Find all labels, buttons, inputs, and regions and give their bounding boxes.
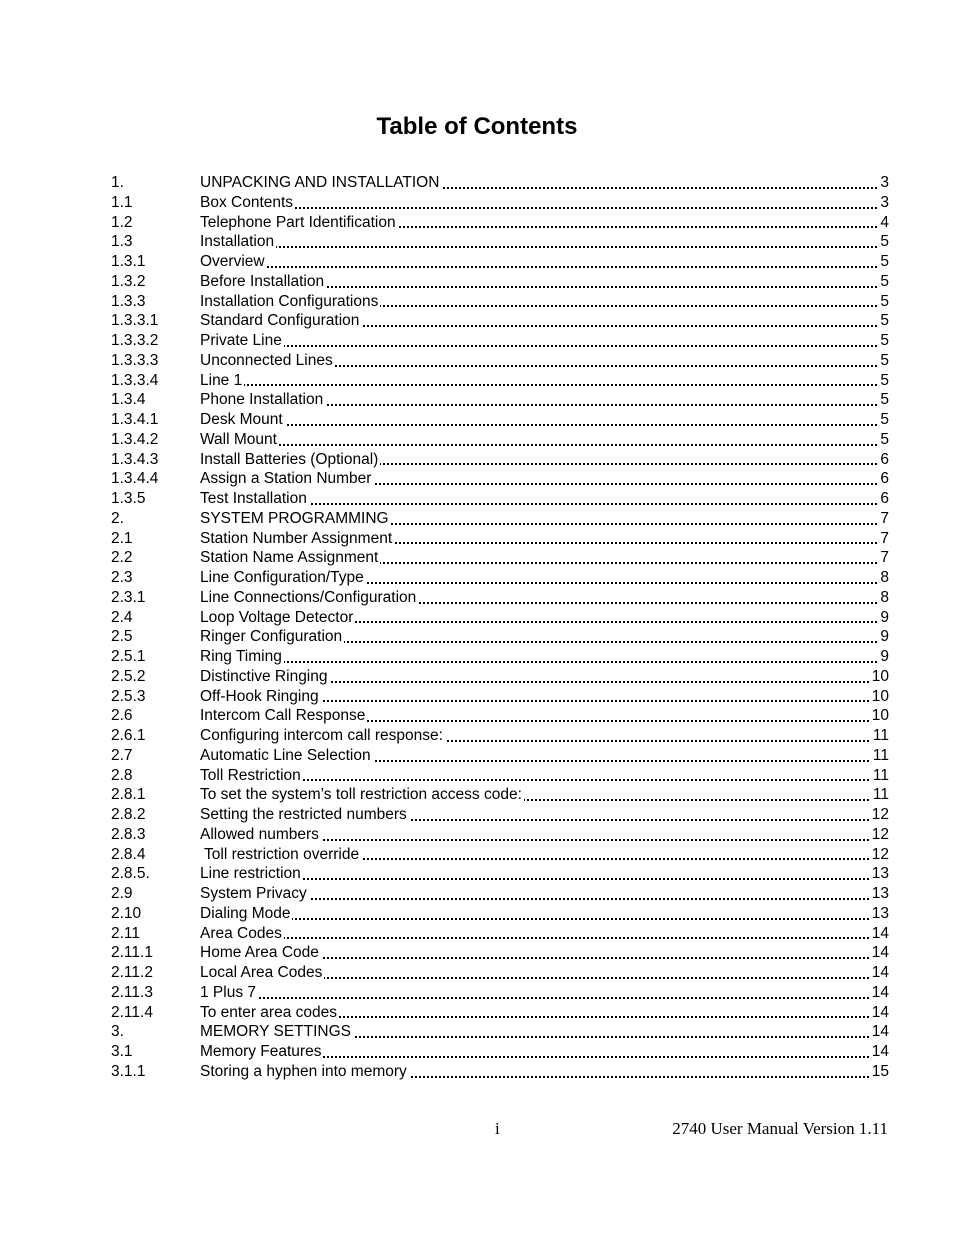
toc-entry[interactable] [111, 687, 889, 707]
toc-section-title: To enter area codes [200, 1003, 338, 1021]
toc-section-title: Allowed numbers [200, 825, 319, 843]
toc-entry-line [200, 292, 889, 312]
toc-section-number: 2.10 [111, 904, 142, 922]
toc-entry[interactable] [111, 647, 889, 667]
toc-entry-line [200, 213, 889, 233]
toc-entry[interactable] [111, 864, 889, 884]
toc-section-number: 2.8.4 [111, 845, 146, 863]
toc-dot-leader [200, 937, 889, 939]
toc-entry-line [200, 864, 889, 884]
toc-section-number: 2.7 [111, 746, 133, 764]
toc-section-title: Ringer Configuration [200, 628, 343, 646]
toc-entry[interactable] [111, 489, 889, 509]
toc-page-number: 14 [869, 924, 889, 944]
toc-entry-line [200, 983, 889, 1003]
toc-section-title: Intercom Call Response [200, 707, 366, 725]
toc-section-title: Wall Mount [200, 430, 277, 448]
toc-section-title: Station Number Assignment [200, 529, 393, 547]
toc-dot-leader [200, 345, 889, 347]
toc-page-number: 9 [877, 627, 889, 647]
toc-page-number: 14 [869, 1042, 889, 1062]
toc-entry-line [200, 845, 889, 865]
toc-section-title: Station Name Assignment [200, 549, 379, 567]
toc-entry-line [200, 272, 889, 292]
toc-entry-line [200, 509, 889, 529]
toc-section-title: Test Installation [200, 490, 307, 507]
toc-section-number: 2.5.3 [111, 687, 146, 705]
toc-page-number: 11 [870, 785, 889, 805]
toc-entry[interactable] [111, 805, 889, 825]
toc-section-title: Storing a hyphen into memory [200, 1062, 407, 1080]
toc-entry-line [200, 371, 889, 391]
toc-entry-line [200, 785, 889, 805]
toc-page-number: 13 [869, 904, 889, 924]
toc-section-number: 2.5.1 [111, 648, 146, 665]
toc-dot-leader [200, 878, 889, 880]
toc-section-title: Local Area Codes [200, 964, 323, 981]
toc-section-number: 2.3.1 [111, 588, 146, 606]
toc-entry-line [200, 1003, 889, 1023]
toc-section-number: 2.5.2 [111, 667, 146, 685]
toc-page-number: 6 [877, 450, 889, 470]
toc-page-number: 11 [870, 726, 889, 746]
toc-section-number: 2.8.2 [111, 806, 146, 823]
toc-entry-line [200, 726, 889, 746]
toc-page-number: 15 [869, 1062, 889, 1082]
toc-entry[interactable] [111, 845, 889, 865]
toc-section-number: 1. [111, 174, 124, 191]
toc-page-number: 5 [877, 331, 889, 351]
toc-section-number: 1.3.3 [111, 292, 146, 310]
toc-page-number: 10 [869, 667, 889, 687]
toc-section-number: 2.5 [111, 628, 133, 646]
toc-entry[interactable] [111, 785, 889, 805]
toc-entry[interactable] [111, 450, 889, 470]
toc-entry-line [200, 489, 889, 509]
toc-section-number: 1.3.5 [111, 490, 146, 507]
toc-section-title: Line restriction [200, 865, 301, 883]
toc-section-number: 2.2 [111, 549, 133, 567]
toc-page-number: 11 [870, 746, 889, 766]
toc-section-number: 1.3.4.2 [111, 430, 159, 448]
toc-entry-line [200, 943, 889, 963]
toc-entry[interactable] [111, 963, 889, 983]
toc-dot-leader [200, 266, 889, 268]
toc-section-title: Box Contents [200, 193, 294, 211]
toc-entry-line [200, 311, 889, 331]
toc-entry-line [200, 687, 889, 707]
toc-entry[interactable] [111, 568, 889, 588]
toc-section-number: 1.1 [111, 193, 133, 211]
toc-section-number: 1.3.4 [111, 391, 146, 409]
toc-entry[interactable] [111, 1042, 889, 1062]
toc-page-number: 5 [877, 311, 889, 331]
toc-entry[interactable] [111, 588, 889, 608]
toc-entry[interactable] [111, 351, 889, 371]
toc-section-title: Phone Installation [200, 391, 324, 409]
toc-entry-line [200, 1042, 889, 1062]
toc-page-number: 5 [877, 410, 889, 430]
toc-section-number: 2.11 [111, 924, 141, 942]
toc-dot-leader [200, 246, 889, 248]
toc-section-number: 2.8.5. [111, 865, 150, 883]
toc-entry[interactable] [111, 667, 889, 687]
toc-section-title: Install Batteries (Optional) [200, 450, 379, 468]
toc-section-number: 2.11.2 [111, 964, 153, 981]
toc-page-number: 3 [877, 193, 889, 213]
toc-section-title: Line 1 [200, 371, 243, 389]
toc-entry[interactable] [111, 371, 889, 391]
toc-page-number: 12 [869, 825, 889, 845]
toc-entry[interactable] [111, 509, 889, 529]
toc-section-title: Distinctive Ringing [200, 667, 328, 685]
toc-entry-line [200, 173, 889, 193]
toc-entry-line [200, 924, 889, 944]
toc-entry-line [200, 588, 889, 608]
toc-page-number: 13 [869, 864, 889, 884]
toc-entry-line [200, 548, 889, 568]
toc-entry-line [200, 627, 889, 647]
toc-section-number: 3. [111, 1023, 124, 1041]
toc-page-number: 13 [869, 884, 889, 904]
toc-page-number: 12 [869, 805, 889, 825]
toc-entry[interactable] [111, 943, 889, 963]
toc-page-number: 7 [877, 529, 889, 549]
toc-page-number: 14 [869, 1003, 889, 1023]
toc-entry[interactable] [111, 272, 889, 292]
toc-section-number: 2.6 [111, 707, 133, 725]
toc-section-title: System Privacy [200, 885, 307, 902]
toc-dot-leader [200, 207, 889, 209]
toc-section-title: Line Connections/Configuration [200, 588, 417, 606]
toc-section-title: Assign a Station Number [200, 470, 372, 488]
toc-entry[interactable] [111, 213, 889, 233]
toc-section-title: Unconnected Lines [200, 351, 333, 369]
toc-section-number: 2.9 [111, 885, 133, 902]
toc-entry-line [200, 904, 889, 924]
toc-page-number: 7 [877, 548, 889, 568]
toc-entry[interactable] [111, 430, 889, 450]
toc-entry[interactable] [111, 1003, 889, 1023]
footer-document-title: 2740 User Manual Version 1.11 [672, 1119, 888, 1138]
toc-entry-line [200, 331, 889, 351]
toc-page-number: 5 [877, 272, 889, 292]
toc-entry-line [200, 963, 889, 983]
toc-section-number: 2.8 [111, 766, 133, 784]
toc-entry-line [200, 805, 889, 825]
toc-section-number: 2.11.4 [111, 1003, 153, 1021]
toc-section-title: Private Line [200, 332, 282, 349]
toc-section-number: 1.3.4.1 [111, 411, 159, 428]
toc-section-title: Overview [200, 253, 265, 270]
toc-section-title: Automatic Line Selection [200, 746, 371, 764]
toc-section-title: SYSTEM PROGRAMMING [200, 509, 389, 527]
toc-section-title: Telephone Part Identification [200, 213, 396, 231]
toc-entry-line [200, 568, 889, 588]
toc-page-number: 10 [869, 687, 889, 707]
toc-entry[interactable] [111, 825, 889, 845]
toc-section-title: Line Configuration/Type [200, 569, 364, 586]
toc-entry[interactable] [111, 746, 889, 766]
toc-section-title: UNPACKING AND INSTALLATION [200, 174, 440, 191]
toc-entry-line [200, 667, 889, 687]
toc-section-number: 1.3.1 [111, 253, 146, 270]
toc-entry[interactable] [111, 548, 889, 568]
toc-section-title: Ring Timing [200, 648, 282, 665]
toc-entry[interactable] [111, 904, 889, 924]
toc-section-number: 2.8.3 [111, 825, 146, 843]
toc-section-title: Home Area Code [200, 944, 319, 962]
toc-section-number: 2.8.1 [111, 786, 146, 804]
toc-section-number: 2.6.1 [111, 727, 146, 744]
toc-page-number: 9 [877, 608, 889, 628]
toc-page-number: 14 [869, 1022, 889, 1042]
toc-page-number: 6 [877, 489, 889, 509]
toc-entry-line [200, 746, 889, 766]
toc-entry-line [200, 647, 889, 667]
toc-entry[interactable] [111, 1022, 889, 1042]
toc-entry[interactable] [111, 1062, 889, 1082]
toc-entry-line [200, 825, 889, 845]
toc-section-title: Toll restriction override [200, 845, 360, 863]
toc-page-number: 5 [877, 371, 889, 391]
toc-entry[interactable] [111, 173, 889, 193]
toc-section-title: To set the system’s toll restriction access code: [200, 786, 522, 804]
toc-entry-line [200, 706, 889, 726]
toc-entry[interactable] [111, 232, 889, 252]
toc-entry-line [200, 884, 889, 904]
toc-section-title: Before Installation [200, 272, 325, 290]
toc-page-number: 7 [877, 509, 889, 529]
toc-page-number: 6 [877, 469, 889, 489]
toc-entry[interactable] [111, 529, 889, 549]
toc-section-title: Memory Features [200, 1043, 322, 1060]
toc-entry-line [200, 351, 889, 371]
toc-page-number: 9 [877, 647, 889, 667]
toc-dot-leader [200, 444, 889, 446]
toc-section-title: Desk Mount [200, 411, 283, 428]
toc-entry-line [200, 390, 889, 410]
toc-page-number: 5 [877, 351, 889, 371]
table-of-contents [111, 173, 889, 1082]
toc-section-number: 1.3.4.4 [111, 470, 159, 488]
toc-entry-line [200, 608, 889, 628]
toc-section-title: Standard Configuration [200, 312, 360, 330]
toc-page-number: 8 [877, 588, 889, 608]
toc-entry[interactable] [111, 311, 889, 331]
toc-page-number: 4 [877, 213, 889, 233]
toc-entry[interactable] [111, 924, 889, 944]
toc-entry[interactable] [111, 627, 889, 647]
toc-entry-line [200, 469, 889, 489]
toc-section-number: 1.3.2 [111, 272, 146, 290]
toc-section-number: 2.11.3 [111, 983, 153, 1001]
toc-page-number: 5 [877, 292, 889, 312]
toc-entry[interactable] [111, 706, 889, 726]
toc-entry-line [200, 450, 889, 470]
toc-page-number: 5 [877, 252, 889, 272]
toc-page-number: 14 [869, 963, 889, 983]
toc-section-number: 1.3.3.1 [111, 312, 159, 330]
toc-entry[interactable] [111, 766, 889, 786]
toc-section-number: 1.3.3.3 [111, 351, 159, 369]
toc-page-number: 10 [869, 706, 889, 726]
toc-entry-line [200, 766, 889, 786]
toc-entry[interactable] [111, 193, 889, 213]
toc-page-number: 8 [877, 568, 889, 588]
toc-page-number: 12 [869, 845, 889, 865]
toc-page-number: 5 [877, 430, 889, 450]
toc-entry-line [200, 430, 889, 450]
toc-dot-leader [200, 424, 889, 426]
toc-dot-leader [200, 779, 889, 781]
toc-section-number: 2. [111, 509, 124, 527]
toc-entry[interactable] [111, 726, 889, 746]
toc-section-number: 2.3 [111, 569, 133, 586]
toc-entry[interactable] [111, 608, 889, 628]
toc-page-number: 11 [870, 766, 889, 786]
toc-page-number: 3 [877, 173, 889, 193]
toc-section-title: 1 Plus 7 [200, 983, 257, 1001]
toc-dot-leader [200, 997, 889, 999]
toc-section-number: 2.4 [111, 608, 133, 626]
toc-entry[interactable] [111, 331, 889, 351]
toc-dot-leader [200, 918, 889, 920]
toc-page-number: 14 [869, 943, 889, 963]
toc-entry-line [200, 410, 889, 430]
toc-entry-line [200, 529, 889, 549]
toc-page-number: 5 [877, 232, 889, 252]
toc-entry-line [200, 232, 889, 252]
footer-page-number: i [495, 1119, 500, 1138]
toc-entry-line [200, 252, 889, 272]
toc-page-number: 14 [869, 983, 889, 1003]
toc-section-number: 1.2 [111, 213, 133, 231]
toc-entry[interactable] [111, 884, 889, 904]
toc-entry-line [200, 1022, 889, 1042]
toc-entry[interactable] [111, 410, 889, 430]
toc-section-title: Area Codes [200, 924, 282, 942]
toc-page-number: 5 [877, 390, 889, 410]
toc-section-title: Loop Voltage Detector [200, 608, 354, 626]
toc-section-title: Installation Configurations [200, 292, 379, 310]
toc-section-number: 1.3.3.2 [111, 332, 159, 349]
toc-dot-leader [200, 661, 889, 663]
toc-section-title: Toll Restriction [200, 766, 301, 784]
toc-section-title: Installation [200, 233, 275, 251]
toc-section-title: Dialing Mode [200, 904, 291, 922]
toc-dot-leader [200, 384, 889, 386]
toc-section-number: 1.3.4.3 [111, 450, 159, 468]
toc-section-title: Off-Hook Ringing [200, 687, 319, 705]
toc-section-number: 1.3.3.4 [111, 371, 159, 389]
toc-section-title: MEMORY SETTINGS [200, 1023, 352, 1041]
toc-section-number: 2.11.1 [111, 944, 153, 962]
toc-entry-line [200, 193, 889, 213]
toc-section-title: Configuring intercom call response: [200, 727, 443, 744]
toc-section-number: 3.1 [111, 1043, 133, 1060]
toc-section-number: 3.1.1 [111, 1062, 146, 1080]
toc-section-number: 1.3 [111, 233, 133, 251]
toc-entry[interactable] [111, 390, 889, 410]
toc-entry[interactable] [111, 469, 889, 489]
toc-entry[interactable] [111, 252, 889, 272]
toc-section-title: Setting the restricted numbers [200, 806, 407, 823]
toc-entry-line [200, 1062, 889, 1082]
page-title: Table of Contents [376, 113, 578, 140]
toc-entry[interactable] [111, 292, 889, 312]
toc-section-number: 2.1 [111, 529, 133, 547]
toc-entry[interactable] [111, 983, 889, 1003]
